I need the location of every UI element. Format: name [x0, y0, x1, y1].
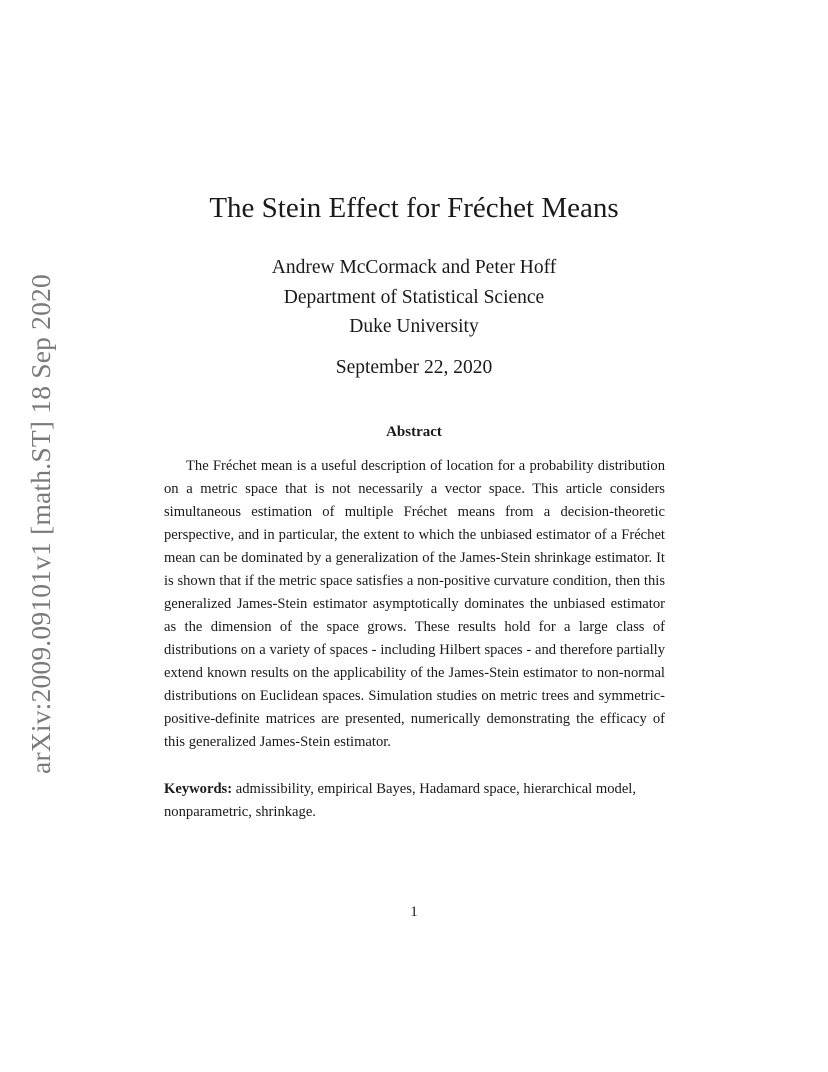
university: Duke University	[349, 316, 479, 337]
arxiv-identifier-text: arXiv:2009.09101v1 [math.ST] 18 Sep 2020	[25, 274, 56, 774]
abstract-heading: Abstract	[386, 424, 442, 440]
page-number: 1	[410, 904, 418, 920]
keywords-label: Keywords:	[164, 781, 233, 797]
paper-date: September 22, 2020	[335, 357, 493, 378]
department: Department of Statistical Science	[283, 287, 545, 308]
keywords-text: admissibility, empirical Bayes, Hadamard space, hierarchical model, nonparametric, shrinkage.	[164, 781, 637, 820]
abstract-body: The Fréchet mean is a useful description of location for a probability distribution on a metric space that is not necessarily a vector space. This article considers simultaneous estimation of multiple Fréchet means from a decision-theoretic perspective, and in particular, the extent to which the unbiased estimator of a Fréchet mean can be dominated by a generalization of the James-Stein shrinkage estimator. It is shown that if the metric space satisfies a non-positive curvature condition, then this generalized James-Stein estimator asymptotically dominates the unbiased estimator as the dimension of the space grows. These results hold for a large class of distributions on a variety of spaces - including Hilbert spaces - and therefore partially extend known results on the applicability of the James-Stein estimator to non-normal distributions on Euclidean spaces. Simulation studies on metric trees and symmetric-positive-definite matrices are presented, numerically demonstrating the efficacy of this generalized James-Stein estimator.	[164, 458, 665, 750]
keywords	[164, 778, 680, 824]
paper-title: The Stein Effect for Fréchet Means	[209, 192, 619, 224]
arxiv-identifier-stamp	[16, 272, 66, 776]
authors: Andrew McCormack and Peter Hoff	[271, 257, 557, 278]
